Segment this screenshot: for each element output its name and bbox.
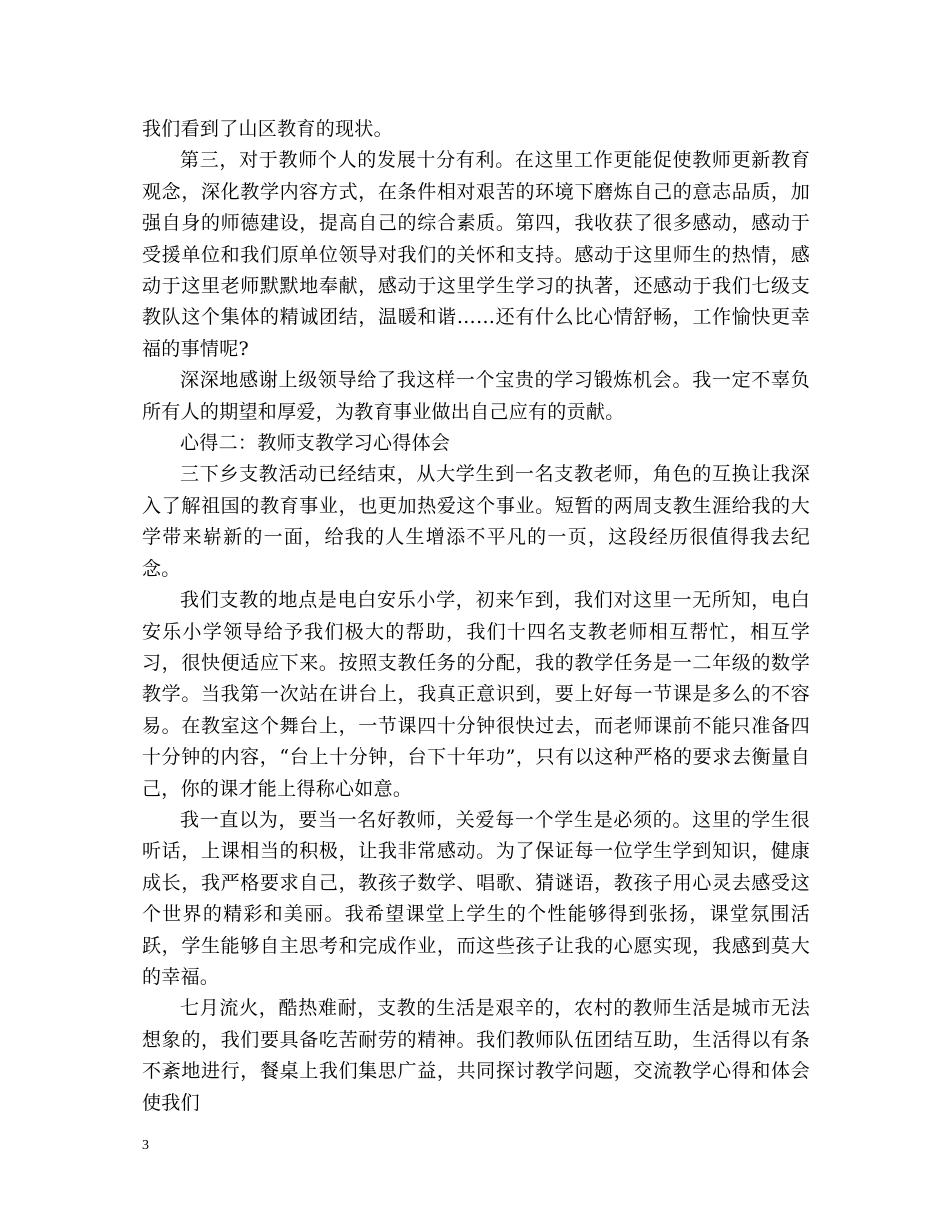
document-body [142, 114, 810, 1119]
paragraph-caring: 我一直以为，要当一名好教师，关爱每一个学生是必须的。这里的学生很听话，上课相当的积极，让我非常感动。为了保证每一位学生学到知识，健康成长，我严格要求自己，教孩子数学、唱歌、猜谜语，教孩子用心灵去感受这个世界的精彩和美丽。我希望课堂上学生的个性能够得到张扬，课堂氛围活跃，学生能够自主思考和完成作业，而这些孩子让我的心愿实现，我感到莫大的幸福。 [142, 808, 810, 988]
paragraph-intro: 三下乡支教活动已经结束，从大学生到一名支教老师，角色的互换让我深入了解祖国的教育事业，也更加热爱这个事业。短暂的两周支教生涯给我的大学带来崭新的一面，给我的人生增添不平凡的一页，这段经历很值得我去纪念。 [142, 463, 810, 580]
section-heading: 心得二：教师支教学习心得体会 [180, 432, 451, 455]
paragraph-third-point: 第三，对于教师个人的发展十分有利。在这里工作更能促使教师更新教育观念，深化教学内容方式，在条件相对艰苦的环境下磨炼自己的意志品质，加强自身的师德建设，提高自己的综合素质。第四，我收获了很多感动，感动于受援单位和我们原单位领导对我们的关怀和支持。感动于这里师生的热情，感动于这里老师默默地奉献，感动于这里学生学习的执著，还感动于我们七级支教队这个集体的精诚团结，温暖和谐……还有什么比心情舒畅，工作愉快更幸福的事情呢? [142, 149, 810, 360]
paragraph-continuation: 我们看到了山区教育的现状。 [142, 118, 393, 140]
paragraph-july: 七月流火，酷热难耐，支教的生活是艰辛的，农村的教师生活是城市无法想象的，我们要具备吃苦耐劳的精神。我们教师队伍团结互助，生活得以有条不紊地进行，餐桌上我们集思广益，共同探讨教学问题，交流教学心得和体会使我们 [142, 997, 810, 1114]
paragraph-location: 我们支教的地点是电白安乐小学，初来乍到，我们对这里一无所知，电白安乐小学领导给予我们极大的帮助，我们十四名支教老师相互帮忙，相互学习，很快便适应下来。按照支教任务的分配，我的教学任务是一二年级的数学教学。当我第一次站在讲台上，我真正意识到，要上好每一节课是多么的不容易。在教室这个舞台上，一节课四十分钟很快过去，而老师课前不能只准备四十分钟的内容，“台上十分钟，台下十年功”，只有以这种严格的要求去衡量自己，你的课才能上得称心如意。 [142, 589, 810, 800]
page-number: 3 [142, 1138, 149, 1153]
paragraph-thanks: 深深地感谢上级领导给了我这样一个宝贵的学习锻炼机会。我一定不辜负所有人的期望和厚爱，为教育事业做出自己应有的贡献。 [142, 369, 810, 423]
